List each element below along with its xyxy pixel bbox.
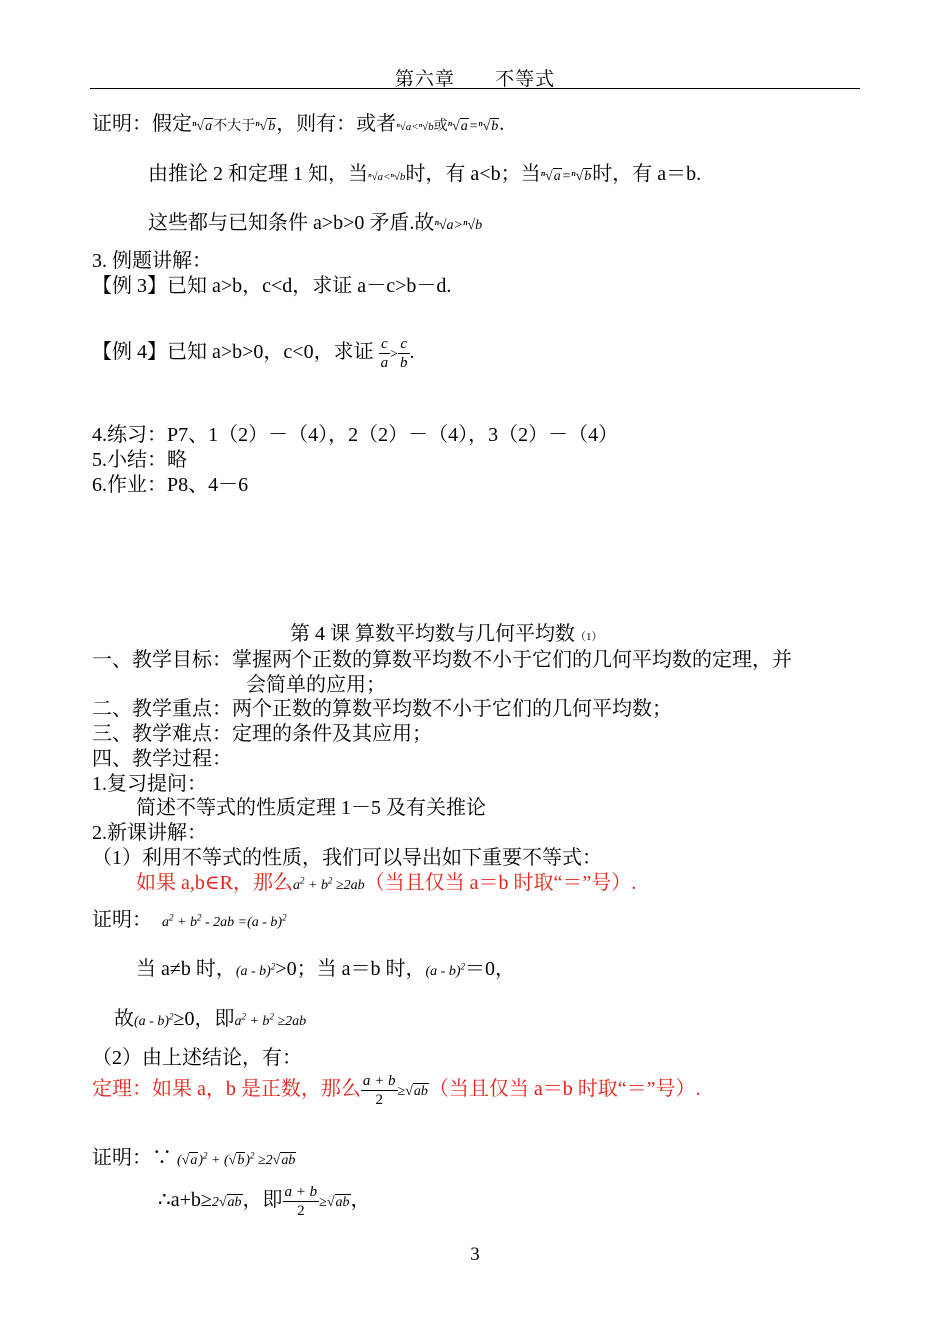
step-1: （1）利用不等式的性质，我们可以导出如下重要不等式： (92, 847, 602, 869)
proof-3: 证明：∵ $(√a)^2 + (√b)^2 \ge 2√ab$ (92, 1147, 296, 1169)
example-4: 【例 4】已知 a>b>0，c<0，求证 $\frac{c}{a}$ > $\frac{c}{b}$ . (92, 336, 415, 371)
proof-line-1: 证明：假定ⁿ√a不大于ⁿ√b，则有：或者ⁿ√a<ⁿ√b或ⁿ√a=ⁿ√b. (92, 113, 505, 135)
teaching-process: 四、教学过程： (92, 748, 232, 770)
proof-3-conclusion: ∴a+b≥2√ab，即 $\frac{a + b}{2}$ ≥√ab， (158, 1184, 371, 1219)
teaching-goal-cont: 会简单的应用； (246, 674, 386, 696)
chapter-title: 不等式 (495, 69, 556, 90)
example-3: 【例 3】已知 a>b，c<d，求证 a－c>b－d. (92, 275, 452, 297)
fraction-c-over-b: $\frac{c}{b}$ (400, 336, 408, 371)
step-2: （2）由上述结论，有： (92, 1047, 302, 1069)
examples-heading: 3. 例题讲解： (92, 250, 212, 272)
header-rule (90, 88, 860, 89)
fraction-a-plus-b-over-2: $\frac{a + b}{2}$ (362, 1073, 396, 1108)
page-header (0, 64, 950, 91)
review-heading: 1.复习提问： (92, 773, 207, 795)
teaching-key: 二、教学重点：两个正数的算数平均数不小于它们的几何平均数； (92, 698, 672, 720)
teaching-difficulty: 三、教学难点：定理的条件及其应用； (92, 723, 432, 745)
proof-2-cases: 当 a≠b 时，(a - b)$^2$>0；当 a＝b 时，(a - b)$^2$＝0， (136, 958, 516, 980)
theorem: 定理：如果 a，b 是正数，那么 $\frac{a + b}{2}$ ≥√ab（当且仅当 a＝b 时取“＝”号）. (92, 1073, 701, 1108)
practice-line: 4.练习：P7、1（2）－（4），2（2）－（4），3（2）－（4） (92, 424, 619, 446)
new-lesson-heading: 2.新课讲解： (92, 822, 207, 844)
chapter-label: 第六章 (394, 69, 455, 90)
summary-line: 5.小结：略 (92, 449, 187, 471)
proof-line-2: 由推论 2 和定理 1 知，当ⁿ√a<ⁿ√b时，有 a<b；当ⁿ√a=ⁿ√b时，有 a＝b. (148, 163, 702, 185)
fraction-a-plus-b-over-2-b: $\frac{a + b}{2}$ (284, 1184, 318, 1219)
proof-2-conclusion: 故(a - b)$^2$≥0，即$a^2 + b^2 \ge 2ab$ (114, 1008, 307, 1030)
review-text: 简述不等式的性质定理 1－5 及有关推论 (136, 797, 486, 819)
lesson-title: 第 4 课 算数平均数与几何平均数（1） (290, 623, 603, 645)
proof-line-3: 这些都与已知条件 a>b>0 矛盾.故ⁿ√a>ⁿ√b (148, 212, 483, 234)
teaching-goal: 一、教学目标：掌握两个正数的算数平均数不小于它们的几何平均数的定理，并 (92, 649, 792, 671)
proof-2: 证明： $a^2 + b^2 - 2ab =(a - b)^2$ (92, 909, 287, 931)
homework-line: 6.作业：P8、4－6 (92, 474, 249, 496)
fraction-c-over-a: $\frac{c}{a}$ (380, 336, 389, 371)
important-inequality: 如果 a,b∈R，那么$a^2 + b^2 \ge 2ab$（当且仅当 a＝b 时取“＝”号）. (136, 872, 637, 894)
page-number: 3 (470, 1244, 480, 1265)
